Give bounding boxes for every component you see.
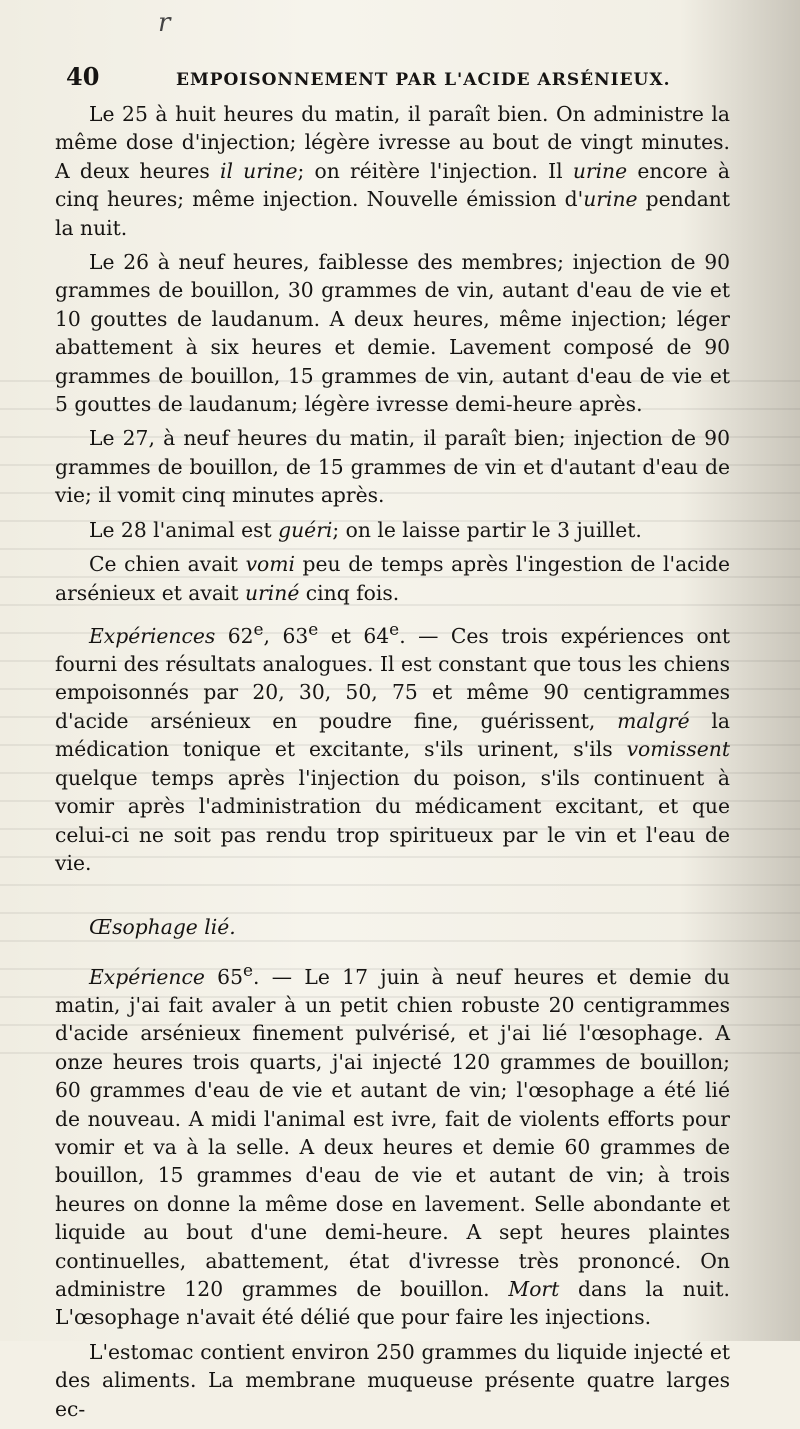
italic-span: malgré xyxy=(617,708,690,733)
text-span: Le 28 l'animal est xyxy=(89,517,279,542)
paragraph-day-27: Le 27, à neuf heures du matin, il paraît bien; injection de 90 grammes de bouillon, de 15 grammes de vin et d'autant d'eau de vie; il vomit cinq minutes après. xyxy=(55,426,730,508)
text-span: 65 xyxy=(204,964,243,989)
text-span: encore à cinq heures; même injection. Nouvelle émission d' xyxy=(55,158,730,212)
text-span: quelque temps après l'injection du poison, s'ils continuent à vomir après l'administration du médicament excitant, et que celui-ci ne soit pas rendu trop spiritueux par le vin et l'eau de vie. xyxy=(55,765,730,875)
italic-span: vomi xyxy=(245,552,295,577)
paragraph-experience-65 xyxy=(55,956,730,1332)
paragraph-day-28 xyxy=(55,516,730,544)
text-span: ; on réitère l'injection. Il xyxy=(297,158,573,183)
paragraph-day-25 xyxy=(55,100,730,242)
paragraph-experiences-62-64 xyxy=(55,615,730,877)
italic-span: Mort xyxy=(508,1276,560,1301)
text-span: pendant la nuit. xyxy=(55,187,731,240)
italic-span: uriné xyxy=(245,580,300,605)
text-span: peu de temps après l'ingestion de l'acide arsénieux et avait xyxy=(55,552,730,605)
page-header xyxy=(66,62,730,92)
italic-span: Expériences xyxy=(89,623,216,648)
section-title-text: Œsophage lié. xyxy=(89,915,236,940)
italic-span: vomissent xyxy=(626,737,730,762)
italic-span: urine xyxy=(572,158,628,183)
text-span: cinq fois. xyxy=(299,580,400,605)
section-title xyxy=(55,913,730,941)
text-span: 62 xyxy=(215,623,254,648)
italic-span: Expérience xyxy=(89,964,205,989)
text-span: Le 25 à huit heures du matin, il paraît bien. On administre la même dose d'injection; légère ivresse au bout de vingt minutes. A deux heures xyxy=(55,102,730,183)
superscript: e xyxy=(242,959,253,980)
page-number: 40 xyxy=(66,62,100,91)
text-span: Ce chien avait xyxy=(89,552,246,577)
text-span: ; on le laisse partir le 3 juillet. xyxy=(332,517,642,542)
paragraph-day-26: Le 26 à neuf heures, faiblesse des membres; injection de 90 grammes de bouillon, 30 grammes de vin, autant d'eau de vie et 10 gouttes de laudanum. A deux heures, même injection; léger abattement à six heures et demie. Lavement composé de 90 grammes de bouillon, 15 grammes de vin, autant d'eau de vie et 5 gouttes de laudanum; légère ivresse demi-heure après. xyxy=(55,250,730,417)
paragraph-summary xyxy=(55,550,730,607)
italic-span: guéri xyxy=(278,517,333,542)
superscript: e xyxy=(308,618,319,639)
italic-span: il urine xyxy=(220,158,298,183)
text-span: et 64 xyxy=(318,623,390,648)
running-title: EMPOISONNEMENT PAR L'ACIDE ARSÉNIEUX. xyxy=(176,70,671,90)
text-span: , 63 xyxy=(263,623,309,648)
paragraph-stomach: L'estomac contient environ 250 grammes du liquide injecté et des aliments. La membrane muqueuse présente quatre larges ec- xyxy=(55,1339,730,1421)
text-span: dans la nuit. L'œsophage n'avait été délié que pour faire les injections. xyxy=(55,1276,731,1330)
superscript: e xyxy=(253,618,264,639)
body-text xyxy=(55,100,730,1429)
text-span: . — Le 17 juin à neuf heures et demie du matin, j'ai fait avaler à un petit chien robuste 20 centigrammes d'acide arsénieux finement pulvérisé, et j'ai lié l'œsophage. A onze heures trois quarts, j'ai injecté 120 grammes de bouillon; 60 grammes d'eau de vie et autant de vin; l'œsophage a été lié de nouveau. A midi l'animal est ivre, fait de violents efforts pour vomir et va à la selle. A deux heures et demie 60 grammes de bouillon, 15 grammes d'eau de vie et autant de vin; à trois heures on donne la même dose en lavement. Selle abondante et liquide au bout d'une demi-heure. A sept heures plaintes continuelles, abattement, état d'ivresse très prononcé. On administre 120 grammes de bouillon. xyxy=(55,964,730,1301)
superscript: e xyxy=(389,618,400,639)
italic-span: urine xyxy=(583,187,638,212)
corner-pen-mark: r xyxy=(158,8,171,38)
text-span: . — Ces trois expériences ont fourni des résultats analogues. Il est constant que tous les chiens empoisonnés par 20, 30, 50, 75 et même 90 centigrammes d'acide arsénieux en poudre fine, guérissent, xyxy=(55,623,730,733)
text-span: la médication tonique et excitante, s'ils urinent, s'ils xyxy=(55,708,730,762)
